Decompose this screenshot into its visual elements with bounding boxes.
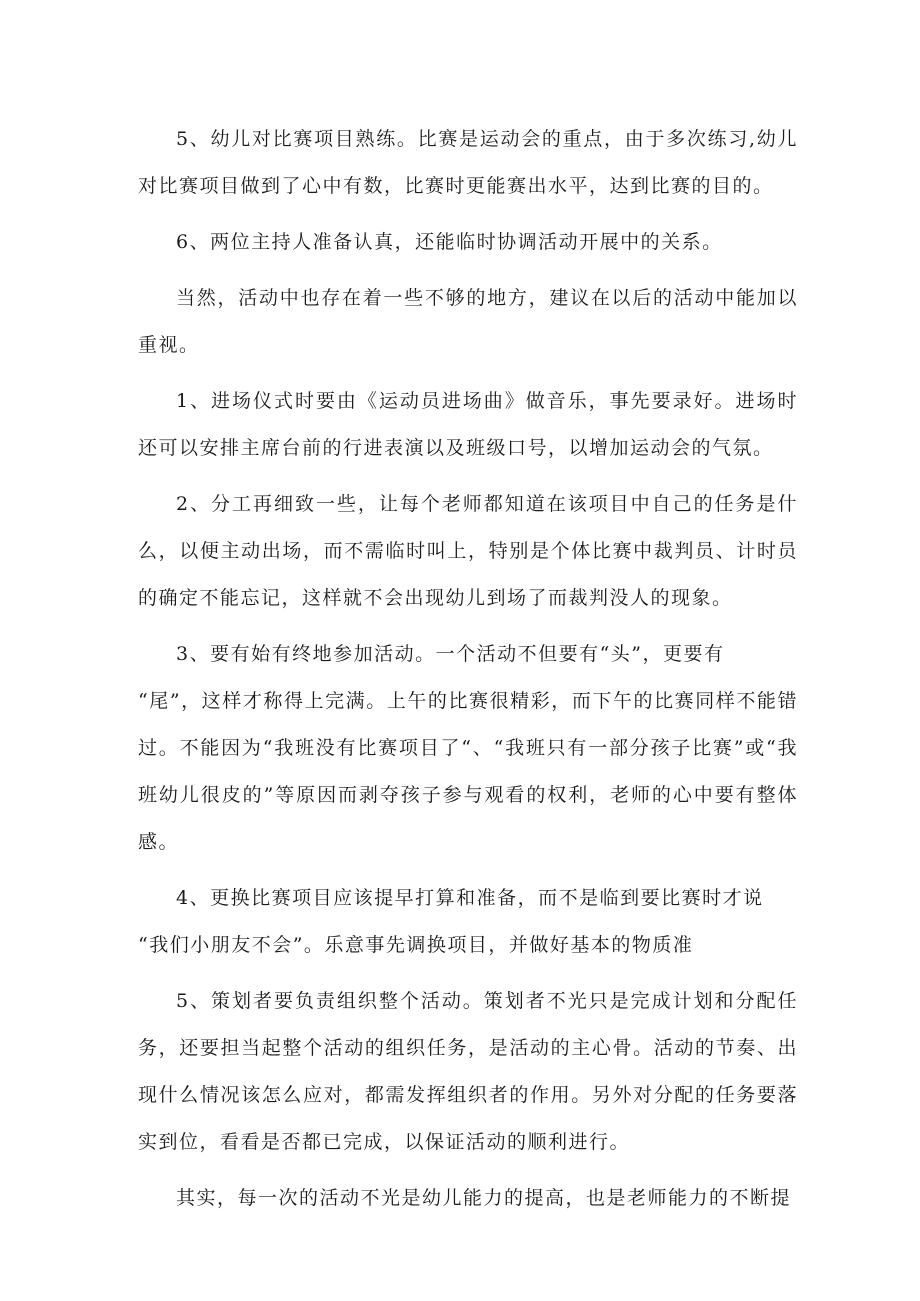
document-body — [138, 116, 798, 1231]
paragraph-suggestion-3-head: 3、要有始有终地参加活动。一个活动不但要有“头”，更要有 — [176, 643, 725, 665]
paragraph-item-5-skill: 5、幼儿对比赛项目熟练。比赛是运动会的重点，由于多次练习,幼儿对比赛项目做到了心中有数，比赛时更能赛出水平，达到比赛的目的。 — [138, 128, 798, 197]
paragraph-suggestion-4-head: 4、更换比赛项目应该提早打算和准备，而不是临到要比赛时才说 — [176, 887, 764, 909]
paragraph-suggestion-2: 2、分工再细致一些，让每个老师都知道在该项目中自己的任务是什么，以便主动出场，而不需临时叫上，特别是个体比赛中裁判员、计时员的确定不能忘记，这样就不会出现幼儿到场了而裁判没人的现象。 — [138, 493, 798, 609]
paragraph-shortcomings-intro: 当然，活动中也存在着一些不够的地方，建议在以后的活动中能加以重视。 — [138, 287, 798, 356]
paragraph-suggestion-3-body: “尾”，这样才称得上完满。上午的比赛很精彩，而下午的比赛同样不能错过。不能因为“我班没有比赛项目了“、“我班只有一部分孩子比赛”或“我班幼儿很皮的”等原因而剥夺孩子参与观看的权利，老师的心中要有整体感。 — [138, 690, 798, 853]
paragraph-suggestion-5: 5、策划者要负责组织整个活动。策划者不光只是完成计划和分配任务，还要担当起整个活动的组织任务，是活动的主心骨。活动的节奏、出现什么情况该怎么应对，都需发挥组织者的作用。另外对分配的任务要落实到位，看看是否都已完成，以保证活动的顺利进行。 — [138, 990, 798, 1153]
paragraph-suggestion-1: 1、进场仪式时要由《运动员进场曲》做音乐，事先要录好。进场时还可以安排主席台前的行进表演以及班级口号，以增加运动会的气氛。 — [138, 390, 798, 459]
paragraph-suggestion-4-body: “我们小朋友不会”。乐意事先调换项目，并做好基本的物质准 — [138, 934, 694, 956]
paragraph-conclusion: 其实，每一次的活动不光是幼儿能力的提高，也是老师能力的不断提 — [176, 1187, 792, 1209]
paragraph-item-6-hosts: 6、两位主持人准备认真，还能临时协调活动开展中的关系。 — [176, 231, 723, 253]
